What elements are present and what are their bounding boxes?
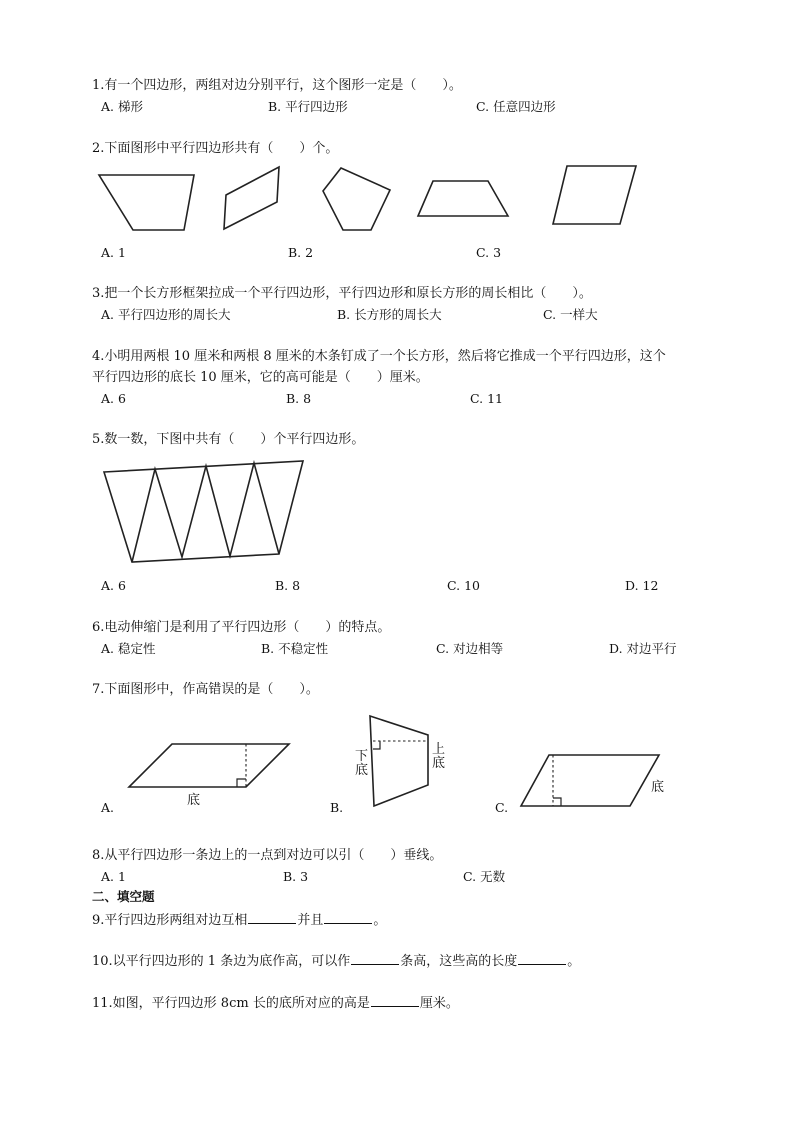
question-6-text: 6.电动伸缩门是利用了平行四边形（ ）的特点。 — [92, 620, 391, 635]
question-10-text — [92, 952, 580, 970]
question-3-text: 3.把一个长方形框架拉成一个平行四边形，平行四边形和原长方形的周长相比（ ）。 — [92, 286, 592, 301]
q7a-base-label: 底 — [187, 793, 201, 808]
q1-option-b[interactable]: B. 平行四边形 — [268, 99, 348, 114]
question-9-text — [92, 911, 386, 929]
q9-part-3: 。 — [373, 913, 387, 928]
q4-option-c[interactable]: C. 11 — [470, 391, 503, 406]
q6-option-c[interactable]: C. 对边相等 — [436, 641, 504, 656]
section-title: 二、填空题 — [92, 889, 155, 904]
q2-option-b[interactable]: B. 2 — [288, 245, 314, 260]
q2-option-a[interactable]: A. 1 — [101, 245, 126, 260]
q7-option-c[interactable]: C. — [495, 800, 509, 815]
q5-option-d[interactable]: D. 12 — [625, 578, 659, 593]
q7b-right-label: 上 底 — [432, 742, 446, 771]
q7-option-a[interactable]: A. — [101, 800, 115, 815]
q5-option-c[interactable]: C. 10 — [447, 578, 480, 593]
q11-part-2: 厘米。 — [419, 996, 459, 1011]
q9-part-2: 并且 — [297, 913, 324, 928]
q8-option-c[interactable]: C. 无数 — [463, 869, 506, 884]
q7a-parallelogram — [129, 744, 289, 787]
question-5-text: 5.数一数，下图中共有（ ）个平行四边形。 — [92, 432, 365, 447]
q6-option-a[interactable]: A. 稳定性 — [101, 641, 156, 656]
q6-option-d[interactable]: D. 对边平行 — [609, 641, 677, 656]
q9-blank-1[interactable] — [248, 911, 296, 924]
question-2-text: 2.下面图形中平行四边形共有（ ）个。 — [92, 141, 339, 156]
q7c-base-label: 底 — [651, 780, 665, 795]
q8-option-a[interactable]: A. 1 — [101, 869, 126, 884]
q5-option-b[interactable]: B. 8 — [275, 578, 301, 593]
q11-part-1: 11.如图，平行四边形 8cm 长的底所对应的高是 — [92, 996, 370, 1011]
q10-part-1: 10.以平行四边形的 1 条边为底作高，可以作 — [92, 954, 351, 969]
q10-part-2: 条高，这些高的长度 — [400, 954, 518, 969]
q7b-trapezoid — [370, 716, 428, 806]
q6-option-b[interactable]: B. 不稳定性 — [261, 641, 329, 656]
q3-option-b[interactable]: B. 长方形的周长大 — [337, 307, 442, 322]
q10-blank-2[interactable] — [518, 952, 566, 965]
q11-blank-1[interactable] — [371, 994, 419, 1007]
q10-part-3: 。 — [567, 954, 581, 969]
q9-part-1: 9.平行四边形两组对边互相 — [92, 913, 248, 928]
q2-option-c[interactable]: C. 3 — [476, 245, 502, 260]
q7c-parallelogram — [521, 755, 659, 806]
q10-blank-1[interactable] — [351, 952, 399, 965]
question-7-text: 7.下面图形中，作高错误的是（ ）。 — [92, 682, 319, 697]
q1-option-a[interactable]: A. 梯形 — [101, 99, 143, 114]
q8-option-b[interactable]: B. 3 — [283, 869, 309, 884]
question-4-text-line-2: 平行四边形的底长 10 厘米，它的高可能是（ ）厘米。 — [92, 370, 429, 385]
question-8-text: 8.从平行四边形一条边上的一点到对边可以引（ ）垂线。 — [92, 848, 443, 863]
q4-option-a[interactable]: A. 6 — [101, 391, 126, 406]
q4-option-b[interactable]: B. 8 — [286, 391, 312, 406]
q7-option-b[interactable]: B. — [330, 800, 344, 815]
question-4-text-line-1: 4.小明用两根 10 厘米和两根 8 厘米的木条钉成了一个长方形，然后将它推成一个平行四边形，这个 — [92, 349, 666, 364]
q5-option-a[interactable]: A. 6 — [101, 578, 126, 593]
q1-option-c[interactable]: C. 任意四边形 — [476, 99, 556, 114]
q7b-left-label: 下 底 — [355, 749, 369, 778]
question-11-text — [92, 994, 459, 1012]
question-1-text: 1.有一个四边形，两组对边分别平行，这个图形一定是（ ）。 — [92, 78, 462, 93]
q9-blank-2[interactable] — [324, 911, 372, 924]
q3-option-c[interactable]: C. 一样大 — [543, 307, 598, 322]
q3-option-a[interactable]: A. 平行四边形的周长大 — [101, 307, 231, 322]
